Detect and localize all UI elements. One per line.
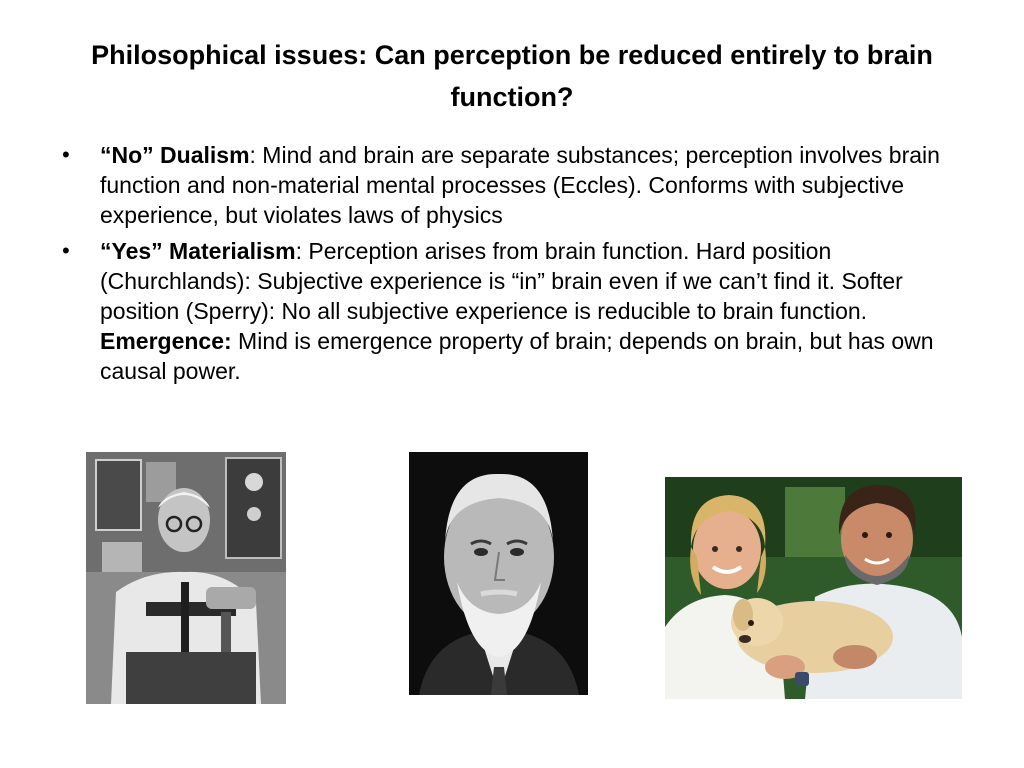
bullet-term-emergence: Emergence: <box>100 328 232 354</box>
slide-title: Philosophical issues: Can perception be reduced entirely to brain function? <box>91 40 933 112</box>
bullet-materialism <box>60 236 965 386</box>
bullet-text-materialism: : Perception arises from brain function. Hard position (Churchlands): Subjective experience is “in” brain even if we can’t find it. Softer position (Sperry): No all subjective experience is reducible to brain function. <box>100 238 903 324</box>
bearded-elderly-man-portrait-photo-icon <box>409 452 588 695</box>
bullet-icon: • <box>62 142 70 167</box>
bullet-list <box>60 140 965 392</box>
bullet-term-materialism: “Yes” Materialism <box>100 238 296 264</box>
couple-with-puppy-photo-icon <box>665 477 962 699</box>
bullet-text-emergence: Mind is emergence property of brain; depends on brain, but has own causal power. <box>100 328 934 384</box>
bearded-man-portrait-photo <box>409 452 588 695</box>
bullet-dualism <box>60 140 965 230</box>
bullet-icon: • <box>62 238 70 263</box>
scientist-at-lab-equipment-photo-icon <box>86 452 286 704</box>
bullet-term-dualism: “No” Dualism <box>100 142 250 168</box>
bullet-text-dualism: : Mind and brain are separate substances; perception involves brain function and non-material mental processes (Eccles). Conforms with subjective experience, but violates laws of physics <box>100 142 940 228</box>
scientist-lab-photo <box>86 452 286 704</box>
couple-with-puppy-photo <box>665 477 962 699</box>
